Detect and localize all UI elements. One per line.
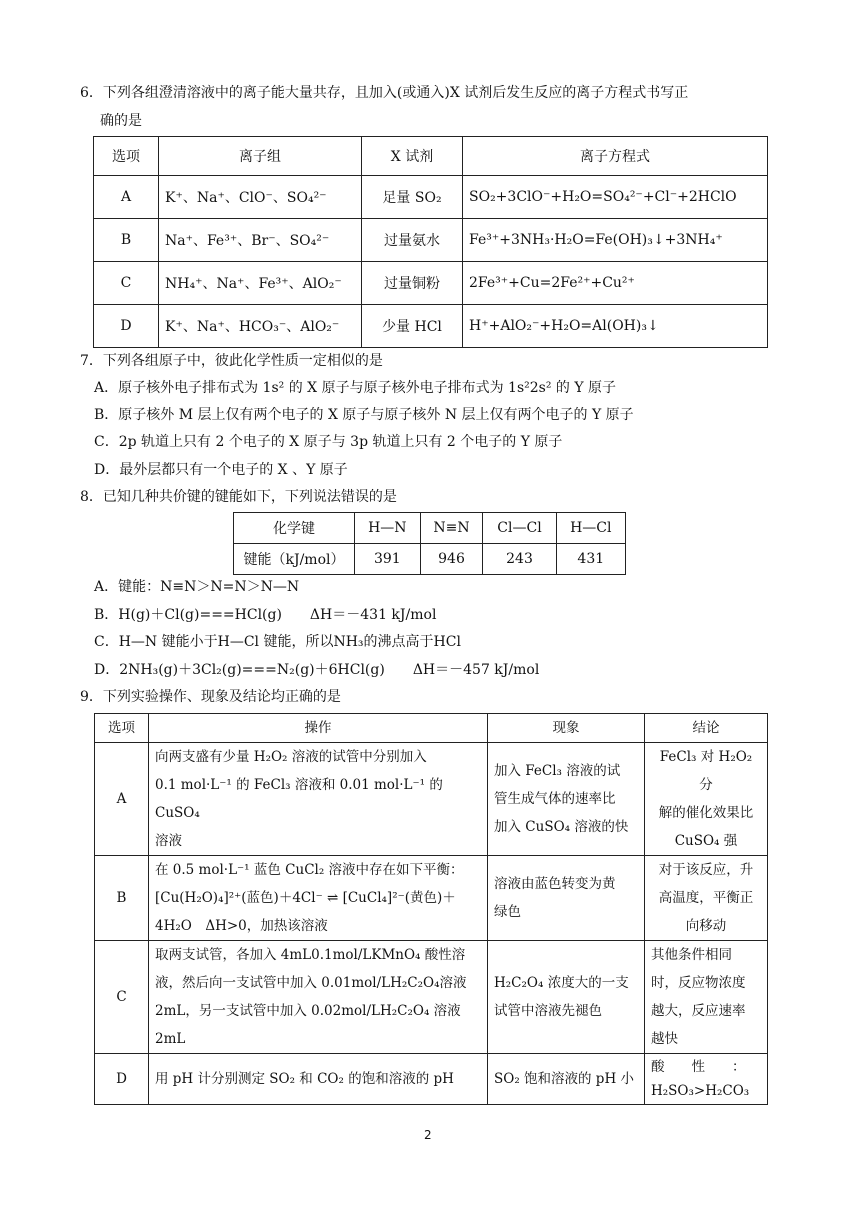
table-row xyxy=(94,176,768,219)
phenomenon: H₂C₂O₄ 浓度大的一支 试管中溶液先褪色 xyxy=(488,941,645,1054)
reagent: 过量氨水 xyxy=(362,219,463,262)
bond-cell: H—Cl xyxy=(556,513,625,544)
table-row xyxy=(234,544,626,575)
reagent: 少量 HCl xyxy=(362,305,463,348)
q7-option-d: D．最外层都只有一个电子的 X 、Y 原子 xyxy=(94,462,348,478)
ionic-equation: 2Fe³⁺+Cu=2Fe²⁺+Cu²⁺ xyxy=(463,262,768,305)
conclusion: 对于该反应，升 高温度，平衡正 向移动 xyxy=(645,856,768,941)
table-row xyxy=(95,743,768,856)
header-phenomenon: 现象 xyxy=(488,714,645,743)
option-label: C xyxy=(94,262,159,305)
conclusion: 酸 性 ： H₂SO₃>H₂CO₃ xyxy=(645,1054,768,1105)
q7-option-b: B．原子核外 M 层上仅有两个电子的 X 原子与原子核外 N 层上仅有两个电子的 Y 原子 xyxy=(94,407,634,423)
q9-table xyxy=(94,713,768,1105)
phenomenon: SO₂ 饱和溶液的 pH 小 xyxy=(488,1054,645,1105)
ionic-equation: Fe³⁺+3NH₃·H₂O=Fe(OH)₃↓+3NH₄⁺ xyxy=(463,219,768,262)
q8-option-d: D．2NH₃(g)＋3Cl₂(g)===N₂(g)＋6HCl(g) ΔH＝－457 kJ/mol xyxy=(94,662,540,678)
phenomenon: 溶液由蓝色转变为黄 绿色 xyxy=(488,856,645,941)
operation: 用 pH 计分别测定 SO₂ 和 CO₂ 的饱和溶液的 pH xyxy=(149,1054,488,1105)
phenomenon: 加入 FeCl₃ 溶液的试 管生成气体的速率比 加入 CuSO₄ 溶液的快 xyxy=(488,743,645,856)
page-number: 2 xyxy=(424,1128,432,1142)
q8-bond-energy-table xyxy=(233,512,626,575)
row-header-bond: 化学键 xyxy=(234,513,355,544)
q9-stem: 9．下列实验操作、现象及结论均正确的是 xyxy=(80,689,341,705)
option-label: B xyxy=(95,856,149,941)
conclusion: 其他条件相同 时，反应物浓度 越大，反应速率 越快 xyxy=(645,941,768,1054)
energy-cell: 946 xyxy=(420,544,483,575)
option-label: D xyxy=(95,1054,149,1105)
table-row xyxy=(95,856,768,941)
table-row xyxy=(95,1054,768,1105)
q8-option-c: C．H—N 键能小于H—Cl 键能，所以NH₃的沸点高于HCl xyxy=(94,634,461,650)
option-label: B xyxy=(94,219,159,262)
energy-cell: 431 xyxy=(556,544,625,575)
energy-cell: 391 xyxy=(355,544,421,575)
ion-group: Na⁺、Fe³⁺、Br⁻、SO₄²⁻ xyxy=(159,219,362,262)
ion-group: K⁺、Na⁺、ClO⁻、SO₄²⁻ xyxy=(159,176,362,219)
table-header-row xyxy=(94,137,768,176)
operation: 取两支试管，各加入 4mL0.1mol/LKMnO₄ 酸性溶 液，然后向一支试管中加入 0.01mol/LH₂C₂O₄溶液 2mL，另一支试管中加入 0.02mol/LH₂C₂O₄ 溶液 2mL xyxy=(149,941,488,1054)
header-option: 选项 xyxy=(94,137,159,176)
header-equation: 离子方程式 xyxy=(463,137,768,176)
operation: 向两支盛有少量 H₂O₂ 溶液的试管中分别加入 0.1 mol·L⁻¹ 的 FeCl₃ 溶液和 0.01 mol·L⁻¹ 的 CuSO₄ 溶液 xyxy=(149,743,488,856)
table-row xyxy=(234,513,626,544)
q7-option-c: C．2p 轨道上只有 2 个电子的 X 原子与 3p 轨道上只有 2 个电子的 Y 原子 xyxy=(94,434,563,450)
ion-group: NH₄⁺、Na⁺、Fe³⁺、AlO₂⁻ xyxy=(159,262,362,305)
reagent: 足量 SO₂ xyxy=(362,176,463,219)
option-label: C xyxy=(95,941,149,1054)
option-label: D xyxy=(94,305,159,348)
bond-cell: N≡N xyxy=(420,513,483,544)
conclusion: FeCl₃ 对 H₂O₂ 分 解的催化效果比 CuSO₄ 强 xyxy=(645,743,768,856)
bond-cell: Cl—Cl xyxy=(483,513,556,544)
q7-stem: 7．下列各组原子中，彼此化学性质一定相似的是 xyxy=(80,353,383,369)
q6-stem-line1: 6．下列各组澄清溶液中的离子能大量共存，且加入(或通入)X 试剂后发生反应的离子方程式书写正 xyxy=(80,85,689,101)
option-label: A xyxy=(95,743,149,856)
header-operation: 操作 xyxy=(149,714,488,743)
ion-group: K⁺、Na⁺、HCO₃⁻、AlO₂⁻ xyxy=(159,305,362,348)
q6-table xyxy=(93,136,768,348)
header-conclusion: 结论 xyxy=(645,714,768,743)
energy-cell: 243 xyxy=(483,544,556,575)
q8-option-b: B．H(g)＋Cl(g)===HCl(g) ΔH＝－431 kJ/mol xyxy=(94,607,437,623)
header-option: 选项 xyxy=(95,714,149,743)
table-row xyxy=(94,219,768,262)
ionic-equation: SO₂+3ClO⁻+H₂O=SO₄²⁻+Cl⁻+2HClO xyxy=(463,176,768,219)
operation: 在 0.5 mol·L⁻¹ 蓝色 CuCl₂ 溶液中存在如下平衡： [Cu(H₂O)₄]²⁺(蓝色)＋4Cl⁻ ⇌ [CuCl₄]²⁻(黄色)＋ 4H₂O ΔH>0，加热该溶液 xyxy=(149,856,488,941)
q8-option-a: A．键能：N≡N＞N=N＞N—N xyxy=(94,579,300,595)
bond-cell: H—N xyxy=(355,513,421,544)
row-header-energy: 键能（kJ/mol） xyxy=(234,544,355,575)
reagent: 过量铜粉 xyxy=(362,262,463,305)
header-ions: 离子组 xyxy=(159,137,362,176)
q6-stem-line2: 确的是 xyxy=(100,113,142,129)
header-reagent: X 试剂 xyxy=(362,137,463,176)
table-row xyxy=(95,941,768,1054)
q7-option-a: A．原子核外电子排布式为 1s² 的 X 原子与原子核外电子排布式为 1s²2s² 的 Y 原子 xyxy=(94,380,617,396)
table-row xyxy=(94,305,768,348)
ionic-equation: H⁺+AlO₂⁻+H₂O=Al(OH)₃↓ xyxy=(463,305,768,348)
table-header-row xyxy=(95,714,768,743)
option-label: A xyxy=(94,176,159,219)
q8-stem: 8．已知几种共价键的键能如下，下列说法错误的是 xyxy=(80,489,397,505)
table-row xyxy=(94,262,768,305)
